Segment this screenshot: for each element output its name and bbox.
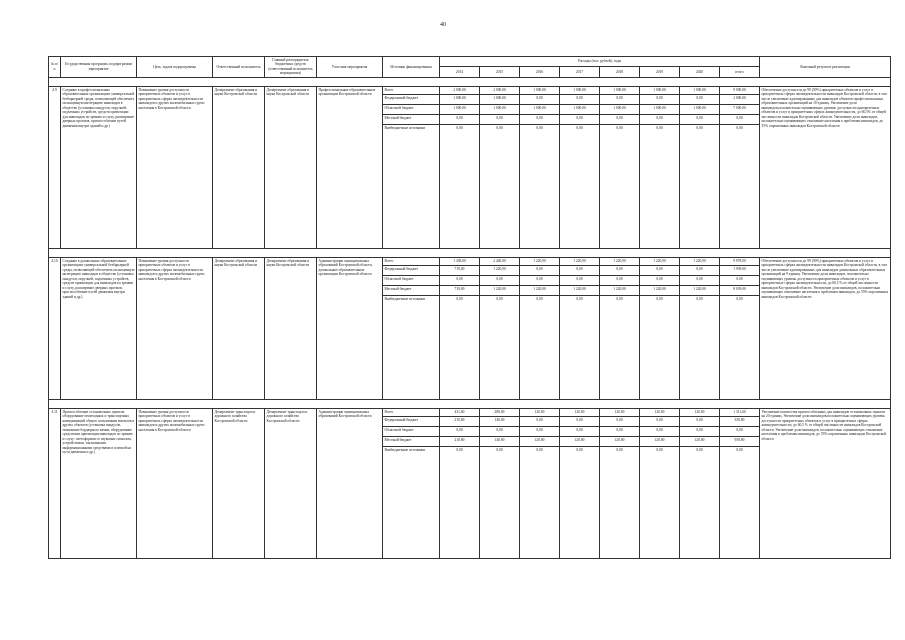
- funding-value: 210,80: [440, 416, 480, 426]
- header-program: Государственная программа, подпрограмма/мероприятие: [61, 57, 137, 78]
- funding-source: Внебюджетные источники: [383, 124, 440, 248]
- funding-source: Внебюджетные источники: [383, 295, 440, 399]
- funding-value: 0,00: [680, 265, 720, 275]
- funding-value: 0,00: [560, 275, 600, 285]
- funding-value: 1 000,00: [440, 94, 480, 104]
- funding-value: 0,00: [640, 275, 680, 285]
- funding-source: Областной бюджет: [383, 104, 440, 114]
- funding-source: Областной бюджет: [383, 275, 440, 285]
- funding-total: 0,00: [720, 446, 760, 558]
- funding-value: 1 220,00: [520, 285, 560, 295]
- funding-value: 0,00: [520, 94, 560, 104]
- funding-value: 2 000,00: [440, 86, 480, 94]
- funding-value: 0,00: [520, 124, 560, 248]
- funding-value: 0,00: [480, 124, 520, 248]
- row-number: 4.9: [49, 86, 61, 248]
- funding-value: 0,00: [680, 114, 720, 124]
- funding-value: 140,00: [480, 416, 520, 426]
- row-program: Создание в профессиональных образовательных организациях универсальной безбарьерной среды, позволяющей обеспечить полноценную интеграцию инвалидов в общество (установка пандусов, поручней, подъемных устройств, средств ориентации для инвалидов по зрению и слуху, расширение дверных проемов, приспособление путей движения внутри зданий и др.): [61, 86, 137, 248]
- funding-value: 1 220,00: [560, 257, 600, 265]
- funding-value: 120,00: [680, 436, 720, 446]
- funding-value: 140,00: [480, 436, 520, 446]
- funding-value: 0,00: [520, 446, 560, 558]
- spacer-cell: [49, 77, 891, 86]
- funding-value: 1 000,00: [440, 104, 480, 114]
- funding-value: 0,00: [680, 275, 720, 285]
- funding-total: 0,00: [720, 426, 760, 436]
- funding-total: 0,00: [720, 275, 760, 285]
- row-manager: Департамент транспорта и дорожного хозяйства Костромской области: [265, 408, 317, 558]
- block-spacer: [49, 77, 891, 86]
- funding-total: 7 000,00: [720, 104, 760, 114]
- funding-value: 0,00: [680, 416, 720, 426]
- row-executor: Департамент транспорта и дорожного хозяйства Костромской области: [213, 408, 265, 558]
- funding-value: 0,00: [640, 416, 680, 426]
- funding-value: 1 000,00: [560, 104, 600, 114]
- funding-source: Местный бюджет: [383, 436, 440, 446]
- funding-value: 0,00: [640, 94, 680, 104]
- funding-value: 0,00: [480, 275, 520, 285]
- funding-value: 0,00: [560, 94, 600, 104]
- row-participants: Профессиональные образовательные организации Костромской области: [317, 86, 383, 248]
- row-program: Приспособление остановочных пунктов, оборудование пешеходных и транспортных коммуникаций общего пользования вокзалов и других объектов (установка пандусов, понижение бордюрного камня, оборудование средствами ориентации инвалидов по зрению и слуху: светофорами со звуковым сигналом, устройствами, тактильными информационными средствами и плиткой на пути движения и др.): [61, 408, 137, 558]
- funding-source: Местный бюджет: [383, 114, 440, 124]
- funding-source: Местный бюджет: [383, 285, 440, 295]
- header-year: 2018: [600, 67, 640, 77]
- row-executor: Департамент образования и науки Костромской области: [213, 257, 265, 399]
- funding-total: 0,00: [720, 114, 760, 124]
- funding-value: 719,00: [440, 265, 480, 275]
- funding-source: Федеральный бюджет: [383, 265, 440, 275]
- funding-value: 1 000,00: [600, 104, 640, 114]
- funding-value: 0,00: [640, 295, 680, 399]
- funding-value: 0,00: [560, 446, 600, 558]
- funding-value: 0,00: [600, 124, 640, 248]
- funding-value: 0,00: [600, 265, 640, 275]
- row-number: 4.11: [49, 408, 61, 558]
- funding-source: Всего: [383, 257, 440, 265]
- header-year: 2017: [560, 67, 600, 77]
- funding-value: 0,00: [640, 265, 680, 275]
- row-participants: Администрации муниципальных образований Костромской области: [317, 408, 383, 558]
- row-number: 4.10: [49, 257, 61, 399]
- row-goal: Повышение уровня доступности приоритетных объектов и услуг в приоритетных сферах жизнедеятельности инвалидов и других маломобильных групп населения в Костромской области: [137, 408, 213, 558]
- funding-value: 0,00: [480, 446, 520, 558]
- funding-value: 0,00: [520, 416, 560, 426]
- funding-value: 0,00: [520, 275, 560, 285]
- funding-value: 0,00: [680, 446, 720, 558]
- funding-source: Федеральный бюджет: [383, 94, 440, 104]
- header-manager: Главный распорядитель бюджетных средств (ответственный исполнитель мероприятия): [265, 57, 317, 78]
- row-goal: Повышение уровня доступности приоритетных объектов и услуг в приоритетных сферах жизнедеятельности инвалидов и других маломобильных групп населения в Костромской области: [137, 257, 213, 399]
- funding-value: 2 440,00: [480, 257, 520, 265]
- funding-value: 0,00: [520, 295, 560, 399]
- funding-value: 1 000,00: [680, 104, 720, 114]
- header-result: Конечный результат реализации: [760, 57, 891, 78]
- funding-value: 1 000,00: [640, 86, 680, 94]
- funding-value: 120,00: [520, 408, 560, 416]
- funding-value: 120,00: [560, 436, 600, 446]
- funding-value: 0,00: [600, 446, 640, 558]
- spacer-cell: [49, 399, 891, 408]
- funding-value: 431,60: [440, 408, 480, 416]
- funding-value: 1 000,00: [680, 86, 720, 94]
- header-participants: Участник мероприятия: [317, 57, 383, 78]
- block-spacer: [49, 399, 891, 408]
- funding-total: 0,00: [720, 295, 760, 399]
- header-year: 2019: [640, 67, 680, 77]
- funding-value: 0,00: [560, 265, 600, 275]
- table-row: [49, 86, 891, 94]
- funding-value: 1 000,00: [640, 104, 680, 114]
- funding-total: 9 000,00: [720, 86, 760, 94]
- funding-value: 0,00: [640, 114, 680, 124]
- funding-value: 0,00: [600, 114, 640, 124]
- funding-source: Всего: [383, 86, 440, 94]
- funding-value: 210,80: [440, 436, 480, 446]
- funding-value: 0,00: [440, 295, 480, 399]
- funding-value: 120,00: [640, 408, 680, 416]
- header-source: Источник финансирования: [383, 57, 440, 78]
- funding-value: 1 220,00: [600, 257, 640, 265]
- funding-total: 2 000,00: [720, 94, 760, 104]
- funding-value: 0,00: [560, 114, 600, 124]
- funding-value: 0,00: [600, 94, 640, 104]
- funding-value: 0,00: [600, 295, 640, 399]
- funding-value: 1 438,00: [440, 257, 480, 265]
- funding-total: 9 978,00: [720, 257, 760, 265]
- funding-value: 120,00: [680, 408, 720, 416]
- funding-value: 0,00: [680, 295, 720, 399]
- funding-value: 1 220,00: [680, 257, 720, 265]
- funding-value: 0,00: [520, 426, 560, 436]
- funding-value: 0,00: [680, 426, 720, 436]
- funding-value: 0,00: [560, 124, 600, 248]
- row-result: Увеличение количества приспособленных для инвалидов остановочных пунктов на 20 единиц. Увеличение доли инвалидов,положительно оценивающих уровень доступности приоритетных объектов и услуг в приоритетных сферах жизнедеятельности, до 60,5 % от общей численности инвалидов Костромской области. Увеличение доли инвалидов, положительно оценивающих отношение населения к проблемам инвалидов, до 55% опрошенных инвалидов Костромской области: [760, 408, 891, 558]
- program-table: [48, 56, 891, 559]
- header-num: № п/п: [49, 57, 61, 78]
- header-executor: Ответственный исполнитель: [213, 57, 265, 78]
- funding-total: 350,80: [720, 416, 760, 426]
- spacer-cell: [49, 248, 891, 257]
- funding-value: 1 220,00: [480, 265, 520, 275]
- funding-value: 280,00: [480, 408, 520, 416]
- funding-source: Федеральный бюджет: [383, 416, 440, 426]
- funding-value: 0,00: [680, 124, 720, 248]
- row-program: Создание в дошкольных образовательных организациях универсальной безбарьерной среды, позволяющей обеспечить полноценную интеграцию инвалидов в общество (установка пандусов, поручней, подъемных устройств, средств ориентации для инвалидов по зрению и слуху, расширение дверных проемов, приспособление путей движения внутри зданий и др.): [61, 257, 137, 399]
- funding-value: 1 220,00: [600, 285, 640, 295]
- funding-value: 0,00: [520, 114, 560, 124]
- funding-total: 0,00: [720, 124, 760, 248]
- row-manager: Департамент образования и науки Костромской области: [265, 257, 317, 399]
- funding-value: 0,00: [560, 416, 600, 426]
- funding-value: 0,00: [440, 446, 480, 558]
- funding-value: 1 000,00: [480, 94, 520, 104]
- funding-value: 1 000,00: [520, 104, 560, 114]
- funding-value: 0,00: [640, 124, 680, 248]
- block-spacer: [49, 248, 891, 257]
- funding-value: 1 220,00: [640, 257, 680, 265]
- funding-total: 8 039,00: [720, 285, 760, 295]
- funding-value: 0,00: [440, 124, 480, 248]
- funding-value: 1 220,00: [480, 285, 520, 295]
- funding-value: 0,00: [600, 275, 640, 285]
- header-year: 2014: [440, 67, 480, 77]
- funding-value: 0,00: [560, 426, 600, 436]
- funding-value: 1 000,00: [600, 86, 640, 94]
- funding-value: 0,00: [520, 265, 560, 275]
- table-row: [49, 257, 891, 265]
- header-year: 2020: [680, 67, 720, 77]
- header-expenses: Расходы (тыс. рублей), годы: [440, 57, 760, 67]
- row-participants: Администрации муниципальных образований Костромской области, дошкольные образовательные организации Костромской области: [317, 257, 383, 399]
- funding-value: 120,00: [520, 436, 560, 446]
- funding-value: 120,00: [600, 436, 640, 446]
- funding-value: 0,00: [440, 426, 480, 436]
- funding-value: 120,00: [560, 408, 600, 416]
- funding-value: 1 000,00: [560, 86, 600, 94]
- page-number: 40: [440, 22, 446, 28]
- funding-value: 0,00: [680, 94, 720, 104]
- header-goal: Цель, задача подпрограммы: [137, 57, 213, 78]
- funding-source: Внебюджетные источники: [383, 446, 440, 558]
- funding-value: 1 220,00: [520, 257, 560, 265]
- funding-value: 0,00: [480, 295, 520, 399]
- row-result: Обеспечение доступности до 99 (50%) приоритетных объектов и услуг в приоритетных сферах жизнедеятельности инвалидов Костромской области, в том числе увеличение адаптированных для инвалидов объектов профессиональных образовательных организаций на 10 единиц. Увеличение доли инвалидов,положительно оценивающих уровень доступности приоритетных объектов и услуг в приоритетных сферах жизнедеятельности, до 60,5% от общей численности инвалидов Костромской области. Увеличение доли инвалидов, положительно оценивающих отношение населения к проблемам инвалидов, до 55% опрошенных инвалидов Костромской области: [760, 86, 891, 248]
- header-year: 2016: [520, 67, 560, 77]
- row-executor: Департамент образования и науки Костромской области: [213, 86, 265, 248]
- funding-value: 2 000,00: [480, 86, 520, 94]
- funding-total: 1 939,00: [720, 265, 760, 275]
- funding-value: 0,00: [440, 114, 480, 124]
- table-row: [49, 408, 891, 416]
- funding-value: 0,00: [640, 426, 680, 436]
- funding-value: 1 220,00: [640, 285, 680, 295]
- funding-value: 1 220,00: [560, 285, 600, 295]
- funding-value: 0,00: [560, 295, 600, 399]
- funding-value: 719,00: [440, 285, 480, 295]
- funding-value: 1 220,00: [680, 285, 720, 295]
- funding-source: Областной бюджет: [383, 426, 440, 436]
- funding-value: 1 000,00: [480, 104, 520, 114]
- funding-total: 950,80: [720, 436, 760, 446]
- funding-value: 0,00: [480, 426, 520, 436]
- funding-value: 120,00: [600, 408, 640, 416]
- header-row: [49, 57, 891, 67]
- funding-source: Всего: [383, 408, 440, 416]
- row-result: Обеспечение доступности до 99 (50%) приоритетных объектов и услуг в приоритетных сферах жизнедеятельности инвалидов Костромской области, в том числе увеличение адаптированных для инвалидов дошкольных образовательных организаций на 9 единиц. Увеличение доли инвалидов, положительно оценивающих уровень доступности приоритетных объектов и услуг в приоритетных сферах жизнедеятельности, до 60,5 % от общей численности инвалидов Костромской области. Увеличение доли инвалидов, положительно оценивающих отношение населения к проблемам инвалидов, до 55% опрошенных инвалидов Костромской области: [760, 257, 891, 399]
- row-goal: Повышение уровня доступности приоритетных объектов и услуг в приоритетных сферах жизнедеятельности инвалидов и других маломобильных групп населения в Костромской области: [137, 86, 213, 248]
- funding-value: 0,00: [480, 114, 520, 124]
- header-year-total: итого: [720, 67, 760, 77]
- funding-value: 0,00: [440, 275, 480, 285]
- funding-value: 0,00: [600, 416, 640, 426]
- funding-value: 120,00: [640, 436, 680, 446]
- row-manager: Департамент образования и науки Костромской области: [265, 86, 317, 248]
- funding-value: 1 000,00: [520, 86, 560, 94]
- funding-value: 0,00: [600, 426, 640, 436]
- header-year: 2015: [480, 67, 520, 77]
- funding-total: 1 311,60: [720, 408, 760, 416]
- funding-value: 0,00: [640, 446, 680, 558]
